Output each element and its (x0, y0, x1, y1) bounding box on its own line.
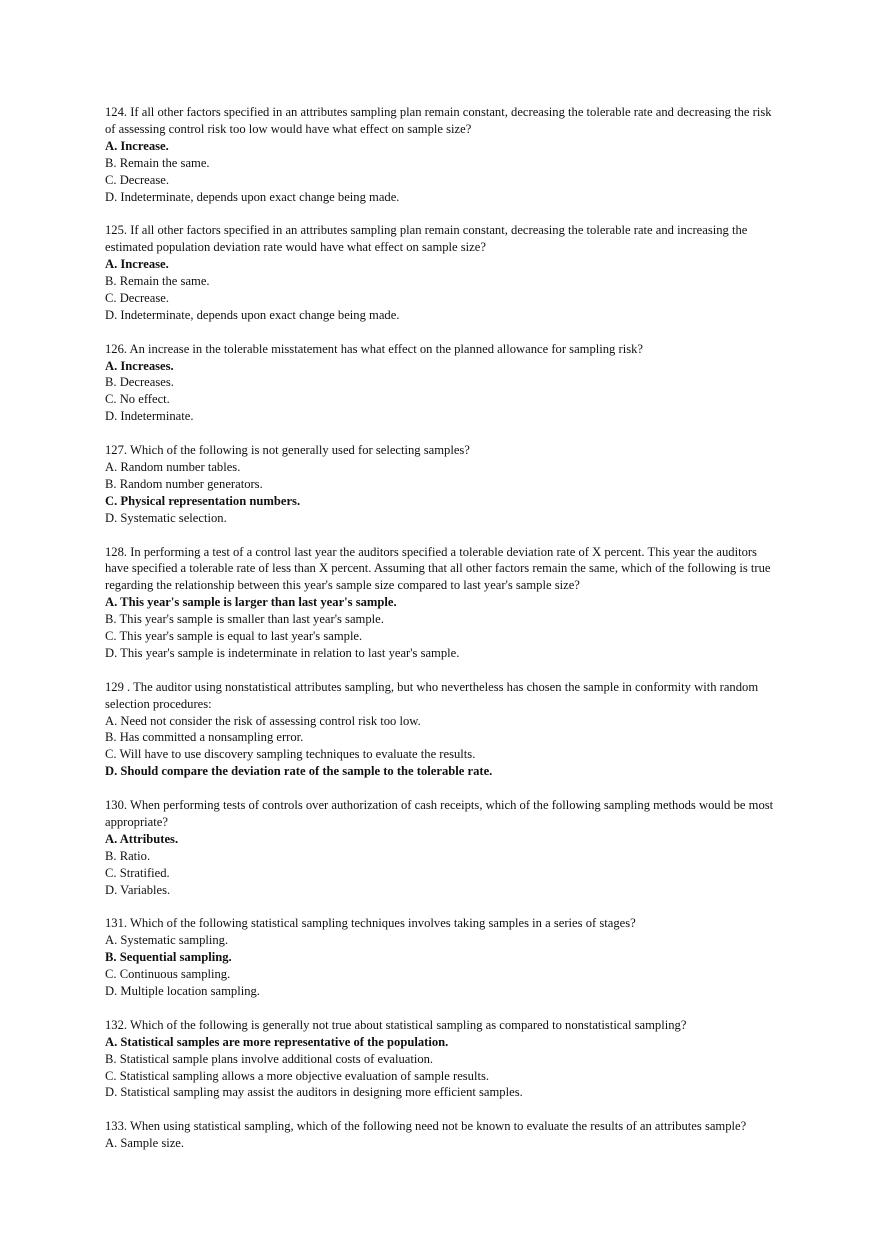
answer-option: B. Statistical sample plans involve additional costs of evaluation. (105, 1051, 434, 1066)
answer-option: D. This year's sample is indeterminate in relation to last year's sample. (105, 645, 460, 660)
answer-option-correct: A. Attributes. (105, 831, 179, 846)
answer-option: C. Statistical sampling allows a more objective evaluation of sample results. (105, 1068, 490, 1083)
answer-option: D. Indeterminate, depends upon exact change being made. (105, 189, 400, 204)
answer-option: B. Has committed a nonsampling error. (105, 730, 304, 745)
question-stem: 131. Which of the following statistical sampling techniques involves taking samples in a series of stages? (105, 916, 636, 931)
question-127 (105, 442, 775, 527)
answer-option: D. Variables. (105, 882, 171, 897)
answer-option-correct: A. Statistical samples are more representative of the population. (105, 1034, 449, 1049)
question-stem: 125. If all other factors specified in an attributes sampling plan remain constant, decreasing the tolerable rate and increasing the estimated population deviation rate would have what effect on sample size? (105, 223, 748, 255)
question-129 (105, 679, 775, 780)
question-stem: 129 . The auditor using nonstatistical attributes sampling, but who nevertheless has chosen the sample in conformity with random selection procedures: (105, 679, 759, 711)
answer-option: B. This year's sample is smaller than last year's sample. (105, 612, 384, 627)
answer-option: A. Sample size. (105, 1136, 185, 1151)
answer-option-correct: A. Increase. (105, 138, 169, 153)
question-125 (105, 222, 775, 323)
question-stem: 128. In performing a test of a control last year the auditors specified a tolerable deviation rate of X percent. This year the auditors have specified a tolerable rate of less than X percent. Assuming that all other factors remain the same, which of the following is true regarding the relationship between this year's sample size compared to last year's sample size? (105, 544, 771, 593)
answer-option: D. Multiple location sampling. (105, 984, 260, 999)
question-page (105, 104, 775, 1169)
answer-option: C. Decrease. (105, 172, 169, 187)
question-133 (105, 1118, 775, 1152)
answer-option-correct: B. Sequential sampling. (105, 950, 232, 965)
question-131 (105, 915, 775, 1000)
question-128 (105, 544, 775, 662)
question-130 (105, 797, 775, 898)
answer-option: B. Ratio. (105, 848, 151, 863)
question-132 (105, 1017, 775, 1102)
answer-option: A. Random number tables. (105, 459, 241, 474)
answer-option: B. Random number generators. (105, 476, 263, 491)
answer-option: B. Remain the same. (105, 274, 210, 289)
question-stem: 127. Which of the following is not generally used for selecting samples? (105, 443, 470, 458)
answer-option: D. Indeterminate. (105, 409, 194, 424)
answer-option: D. Statistical sampling may assist the auditors in designing more efficient samples. (105, 1085, 523, 1100)
answer-option: C. Continuous sampling. (105, 967, 231, 982)
question-124 (105, 104, 775, 205)
answer-option: D. Systematic selection. (105, 510, 227, 525)
question-stem: 126. An increase in the tolerable misstatement has what effect on the planned allowance for sampling risk? (105, 341, 643, 356)
answer-option-correct: A. Increases. (105, 358, 174, 373)
answer-option: A. Systematic sampling. (105, 933, 229, 948)
answer-option: C. This year's sample is equal to last year's sample. (105, 629, 363, 644)
answer-option: B. Decreases. (105, 375, 174, 390)
answer-option-correct: A. Increase. (105, 257, 169, 272)
answer-option: C. Decrease. (105, 290, 169, 305)
answer-option: D. Indeterminate, depends upon exact change being made. (105, 307, 400, 322)
answer-option-correct: A. This year's sample is larger than last year's sample. (105, 595, 397, 610)
question-stem: 133. When using statistical sampling, which of the following need not be known to evaluate the results of an attributes sample? (105, 1119, 747, 1134)
answer-option: C. Stratified. (105, 865, 170, 880)
question-stem: 132. Which of the following is generally not true about statistical sampling as compared to nonstatistical sampling? (105, 1017, 687, 1032)
question-126 (105, 341, 775, 426)
answer-option: B. Remain the same. (105, 155, 210, 170)
question-stem: 124. If all other factors specified in an attributes sampling plan remain constant, decreasing the tolerable rate and decreasing the risk of assessing control risk too low would have what effect on sample size? (105, 105, 772, 136)
answer-option: A. Need not consider the risk of assessing control risk too low. (105, 713, 421, 728)
answer-option-correct: D. Should compare the deviation rate of the sample to the tolerable rate. (105, 764, 493, 779)
answer-option: C. No effect. (105, 392, 170, 407)
question-stem: 130. When performing tests of controls over authorization of cash receipts, which of the following sampling methods would be most appropriate? (105, 798, 774, 829)
answer-option-correct: C. Physical representation numbers. (105, 493, 301, 508)
answer-option: C. Will have to use discovery sampling techniques to evaluate the results. (105, 747, 476, 762)
